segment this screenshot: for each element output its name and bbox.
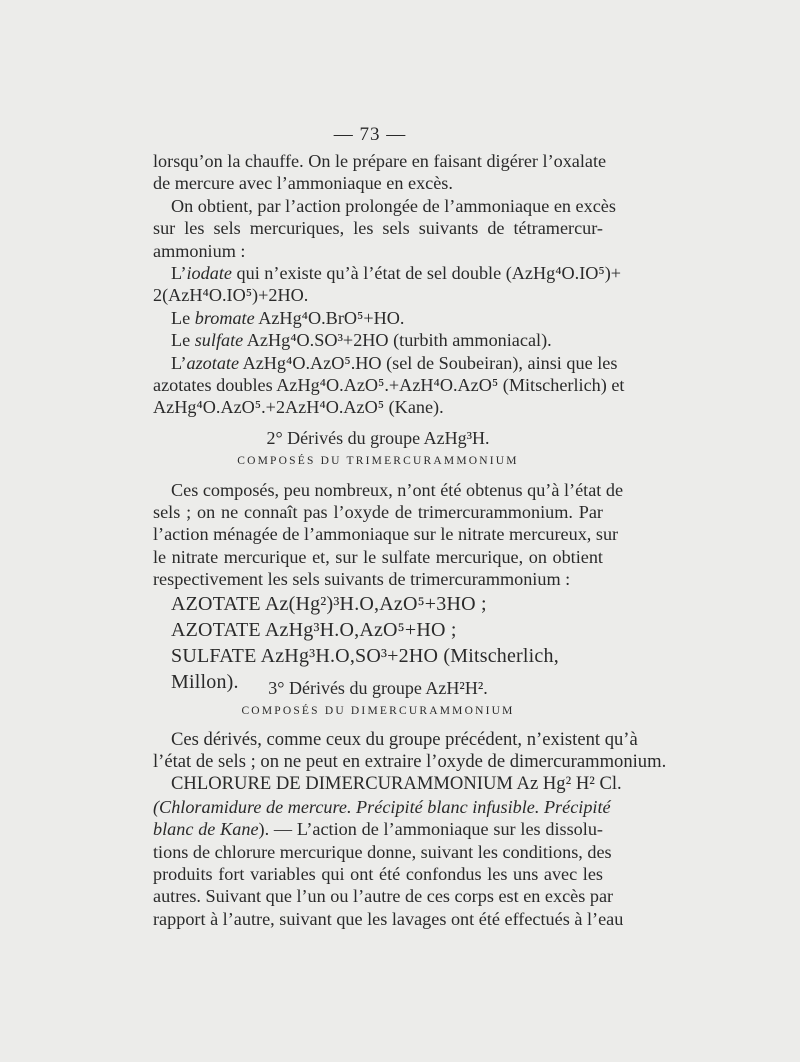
text-line: Ces dérivés, comme ceux du groupe précédent, n’existent qu’à (171, 728, 638, 750)
text-line: ammonium : (153, 240, 246, 261)
section-heading: 2° Dérivés du groupe AzHg³H. (266, 427, 490, 448)
text-line: produits fort variables qui ont été confondus les uns avec les (153, 863, 603, 884)
text-line: de mercure avec l’ammoniaque en excès. (153, 173, 453, 194)
text-line: (Chloramidure de mercure. Précipité blanc infusible. Précipité (153, 796, 611, 817)
formula-line: AZOTATE AzHg³H.O,AzO⁵+HO ; (171, 618, 457, 641)
text-line: azotates doubles AzHg⁴O.AzO⁵.+AzH⁴O.AzO⁵ (Mitscherlich) et (153, 374, 625, 395)
text-line: Le bromate AzHg⁴O.BrO⁵+HO. (171, 307, 405, 328)
section-subheading: COMPOSÉS DU TRIMERCURAMMONIUM (237, 454, 519, 467)
formula-line: SULFATE AzHg³H.O,SO³+2HO (Mitscherlich, Millon). (171, 644, 559, 693)
text-line: Ces composés, peu nombreux, n’ont été obtenus qu’à l’état de (171, 479, 624, 500)
text-line: tions de chlorure mercurique donne, suivant les conditions, des (153, 841, 612, 862)
text-line: respectivement les sels suivants de trimercurammonium : (153, 569, 571, 590)
text-line: sels ; on ne connaît pas l’oxyde de trimercurammonium. Par (153, 502, 603, 523)
text-line: sur les sels mercuriques, les sels suivants de tétramercur- (153, 218, 603, 239)
text-line: blanc de Kane). — L’action de l’ammoniaque sur les dissolu- (153, 819, 603, 840)
text-line: le nitrate mercurique et, sur le sulfate mercurique, on obtient (153, 546, 603, 567)
text-line: CHLORURE DE DIMERCURAMMONIUM Az Hg² H² Cl. (171, 773, 622, 795)
text-line: On obtient, par l’action prolongée de l’ammoniaque en excès (171, 195, 616, 216)
text-line: rapport à l’autre, suivant que les lavages ont été effectués à l’eau (153, 908, 624, 929)
text-line: L’iodate qui n’existe qu’à l’état de sel double (AzHg⁴O.IO⁵)+ (171, 262, 622, 283)
text-line: L’azotate AzHg⁴O.AzO⁵.HO (sel de Soubeiran), ainsi que les (171, 352, 618, 373)
page-body (153, 150, 667, 930)
text-line: lorsqu’on la chauffe. On le prépare en faisant digérer l’oxalate (153, 151, 607, 171)
page-number: — 73 — (333, 124, 407, 145)
section-heading: 3° Dérivés du groupe AzH²H². (268, 677, 488, 698)
text-line: autres. Suivant que l’un ou l’autre de ces corps est en excès par (153, 886, 614, 907)
text-line: 2(AzH⁴O.IO⁵)+2HO. (153, 285, 309, 306)
text-line: Le sulfate AzHg⁴O.SO³+2HO (turbith ammoniacal). (171, 330, 552, 351)
text-line: l’état de sels ; on ne peut en extraire l’oxyde de dimercurammonium. (153, 751, 667, 773)
formula-line: AZOTATE Az(Hg²)³H.O,AzO⁵+3HO ; (171, 592, 487, 615)
section-subheading: COMPOSÉS DU DIMERCURAMMONIUM (241, 704, 515, 717)
text-line: l’action ménagée de l’ammoniaque sur le nitrate mercureux, sur (153, 524, 619, 545)
text-line: AzHg⁴O.AzO⁵.+2AzH⁴O.AzO⁵ (Kane). (153, 397, 444, 418)
